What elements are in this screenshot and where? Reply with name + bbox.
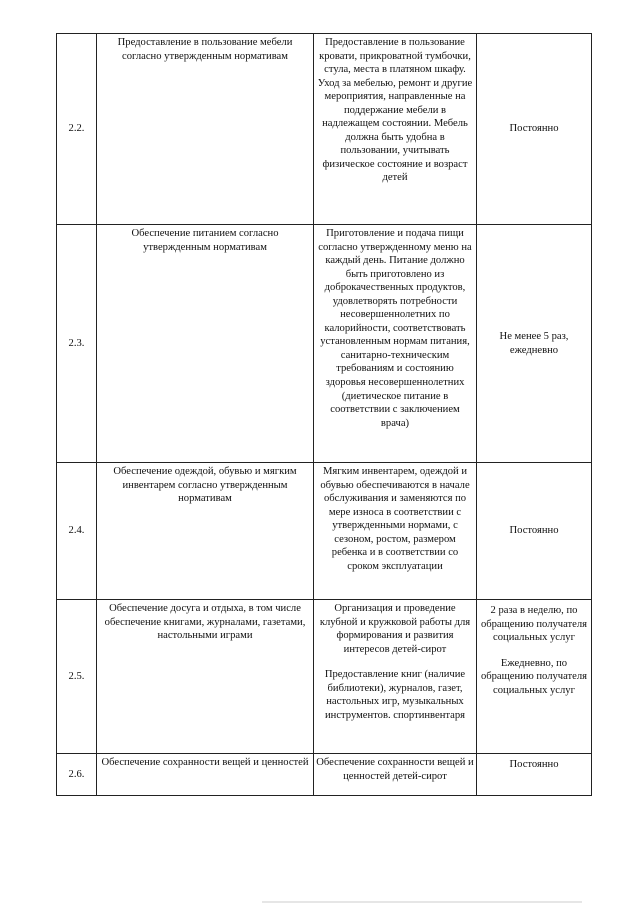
description-paragraph: Предоставление в пользование кровати, прикроватной тумбочки, стула, места в платяном шкафу. Уход за мебелью, ремонт и другие мероприятия, направленные на поддержание мебели в надлежащем состоянии. Мебель должна быть удобна в пользовании, учитывать физическое состояние и возраст детей	[317, 37, 473, 184]
service-name: Обеспечение сохранности вещей и ценностей	[97, 754, 314, 796]
frequency-text: Ежедневно, по обращению получателя социальных услуг	[480, 657, 588, 696]
service-name: Обеспечение одеждой, обувью и мягким инвентарем согласно утвержденным нормативам	[97, 463, 314, 600]
table-row	[57, 463, 592, 600]
description-paragraph: Организация и проведение клубной и кружковой работы для формирования и развития интересов детей-сирот	[319, 603, 471, 655]
service-description	[314, 754, 477, 796]
service-description	[314, 463, 477, 600]
service-description	[314, 600, 477, 754]
table-row	[57, 225, 592, 463]
table-row	[57, 34, 592, 225]
service-name: Обеспечение досуга и отдыха, в том числе обеспечение книгами, журналами, газетами, настольными играми	[97, 600, 314, 754]
description-paragraph: Приготовление и подача пищи согласно утвержденному меню на каждый день. Питание должно быть приготовлено из доброкачественных продуктов, удовлетворять потребности несовершеннолетних по калорийности, соответствовать установленным нормам питания, санитарно-техническим требованиям и состоянию здоровья несовершеннолетних (диетическое питание в соответствии с заключением врача)	[318, 228, 472, 429]
service-frequency	[477, 754, 592, 796]
description-paragraph: Обеспечение сохранности вещей и ценностей детей-сирот	[316, 757, 474, 782]
service-frequency	[477, 463, 592, 600]
service-frequency	[477, 600, 592, 754]
frequency-text: Постоянно	[509, 123, 559, 135]
service-frequency	[477, 225, 592, 463]
row-number: 2.4.	[57, 463, 97, 600]
scan-artifact	[262, 901, 582, 903]
row-number: 2.6.	[57, 754, 97, 796]
description-paragraph: Мягким инвентарем, одеждой и обувью обеспечиваются в начале обслуживания и заменяются по мере износа в соответствии с утвержденными нормами, с сезоном, ростом, размером ребенка и в соответствии со сроком эксплуатации	[320, 466, 470, 572]
service-description	[314, 225, 477, 463]
service-frequency	[477, 34, 592, 225]
row-number: 2.5.	[57, 600, 97, 754]
frequency-text: Не менее 5 раз, ежедневно	[499, 330, 569, 356]
frequency-text: 2 раза в неделю, по обращению получателя социальных услуг	[480, 605, 588, 644]
table-row	[57, 600, 592, 754]
row-number: 2.2.	[57, 34, 97, 225]
services-table	[56, 33, 592, 796]
row-number: 2.3.	[57, 225, 97, 463]
description-paragraph: Предоставление книг (наличие библиотеки), журналов, газет, настольных игр, музыкальных инструментов. спортинвентаря	[324, 669, 466, 721]
service-name: Обеспечение питанием согласно утвержденным нормативам	[97, 225, 314, 463]
service-name: Предоставление в пользование мебели согласно утвержденным нормативам	[97, 34, 314, 225]
frequency-text: Постоянно	[509, 525, 559, 537]
frequency-text: Постоянно	[509, 759, 559, 770]
table-row	[57, 754, 592, 796]
service-description	[314, 34, 477, 225]
